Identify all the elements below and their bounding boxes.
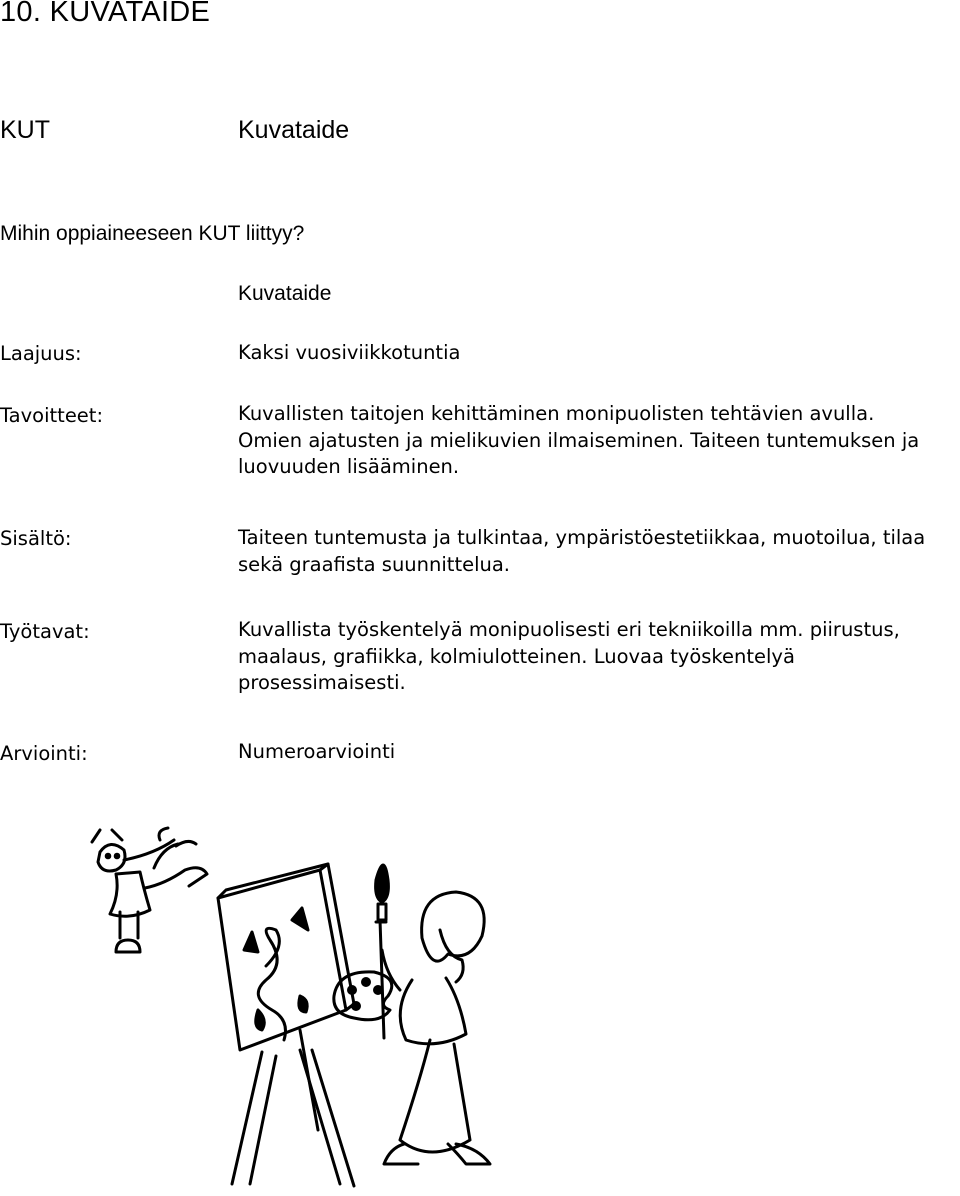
value-laajuus	[238, 340, 460, 367]
label-sisalto: Sisältö:	[0, 527, 72, 550]
value-line: Kaksi vuosiviikkotuntia	[238, 341, 461, 364]
value-line: luovuuden lisääminen.	[238, 455, 460, 478]
page-title: 10. KUVATAIDE	[0, 0, 211, 28]
value-line: Kuvallista työskentelyä monipuolisesti eri tekniikoilla mm. piirustus,	[238, 618, 900, 641]
label-laajuus: Laajuus:	[0, 342, 82, 365]
subject-answer: Kuvataide	[238, 282, 332, 305]
painter-at-easel-icon	[0, 800, 960, 1196]
value-line: prosessimaisesti.	[238, 671, 406, 694]
value-line: sekä graafista suunnittelua.	[238, 552, 511, 576]
value-line: maalaus, grafiikka, kolmiulotteinen. Luovaa työskentelyä	[238, 644, 795, 668]
value-line: Numeroarviointi	[238, 740, 396, 763]
painter-figure-icon	[382, 892, 490, 1164]
subject-question: Mihin oppiaineeseen KUT liittyy?	[0, 222, 305, 245]
label-tavoitteet: Tavoitteet:	[0, 404, 104, 427]
value-tavoitteet	[238, 401, 919, 481]
course-name: Kuvataide	[238, 116, 350, 144]
label-arviointi: Arviointi:	[0, 742, 88, 765]
value-line: Kuvallisten taitojen kehittäminen monipuolisten tehtävien avulla.	[238, 402, 875, 425]
canvas-icon	[218, 864, 354, 1050]
value-sisalto	[238, 525, 925, 578]
cat-figure-icon	[92, 828, 207, 952]
value-tyotavat	[238, 617, 900, 697]
course-code: KUT	[0, 116, 50, 144]
value-line: Omien ajatusten ja mielikuvien ilmaiseminen. Taiteen tuntemuksen ja	[238, 428, 920, 452]
value-arviointi	[238, 739, 395, 766]
label-tyotavat: Työtavat:	[0, 620, 90, 643]
value-line: Taiteen tuntemusta ja tulkintaa, ympäristöestetiikkaa, muotoilua, tilaa	[238, 526, 926, 549]
